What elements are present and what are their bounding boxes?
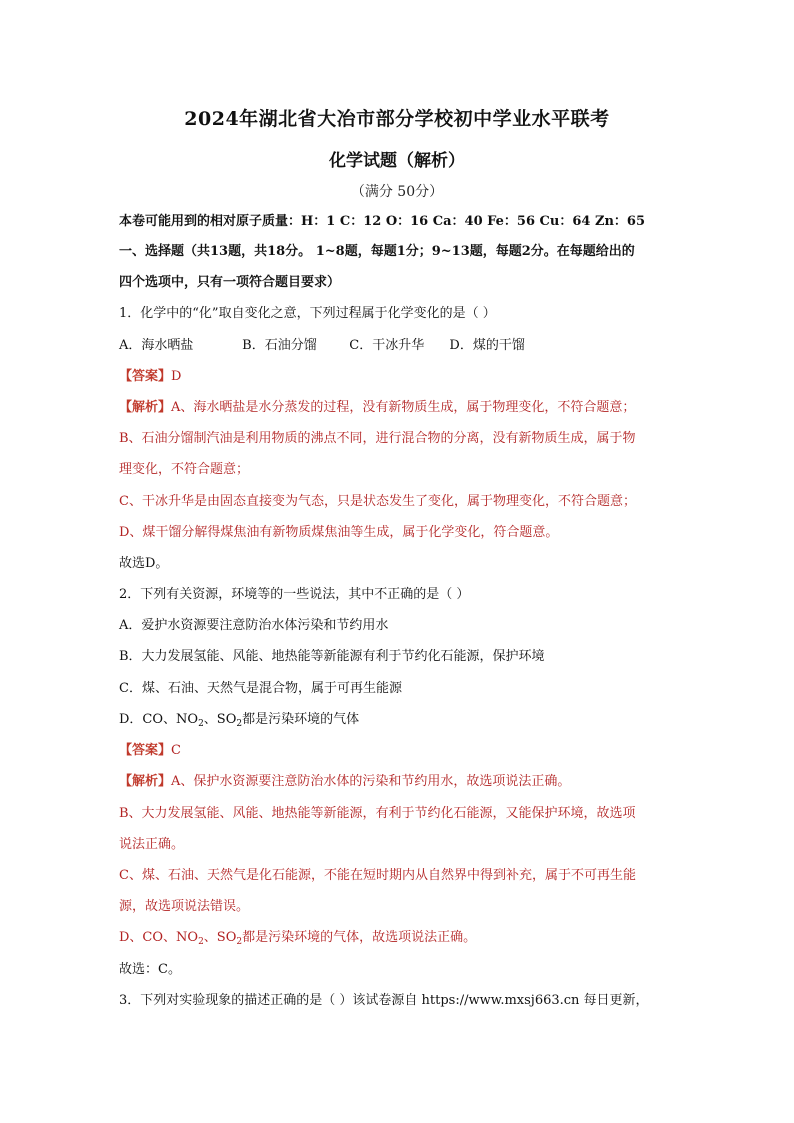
question-2-option-c: C．煤、石油、天然气是混合物，属于可再生能源 [119, 681, 402, 696]
subscript: 2 [198, 719, 204, 729]
subscript: 2 [236, 937, 243, 947]
question-2-answer [119, 742, 181, 760]
analysis-text: 都是污染环境的气体，故选项说法正确。 [242, 930, 477, 945]
option-b: B．石油分馏 [242, 338, 317, 353]
analysis-text: D、CO、NO [119, 930, 199, 945]
question-2-option-d [119, 711, 359, 733]
answer-value: C [171, 743, 181, 758]
analysis-tag: 【解析】 [119, 400, 172, 415]
question-1-analysis-2: B、石油分馏制汽油是利用物质的沸点不同，进行混合物的分离，没有新物质生成，属于物 [119, 431, 636, 446]
subscript: 2 [236, 719, 243, 729]
question-2-analysis-5: 源，故选项说法错误。 [119, 899, 250, 914]
question-1-analysis-4: C、干冰升华是由固态直接变为气态，只是状态发生了变化，属于物理变化，不符合题意； [119, 494, 636, 509]
question-1-answer [119, 368, 181, 386]
page-title: 2024年湖北省大冶市部分学校初中学业水平联考 [184, 108, 610, 130]
question-2-conclusion: 故选：C。 [119, 962, 181, 977]
page-subtitle: 化学试题（解析） [329, 151, 465, 171]
question-1-analysis-3: 理变化，不符合题意； [119, 462, 250, 477]
atomic-mass-line: 本卷可能用到的相对原子质量：H：1 C：12 O：16 Ca：40 Fe：56 Cu：64 Zn：65 [119, 214, 645, 229]
answer-tag: 【答案】 [119, 369, 172, 384]
question-1-options [119, 337, 525, 355]
question-2-option-b: B．大力发展氢能、风能、地热能等新能源有利于节约化石能源，保护环境 [119, 649, 545, 664]
answer-value: D [171, 369, 182, 384]
analysis-tag: 【解析】 [119, 774, 172, 789]
option-a: A．海水晒盐 [119, 338, 194, 353]
option-d: D．煤的干馏 [449, 338, 525, 353]
section-heading-line-2: 四个选项中，只有一项符合题目要求） [119, 275, 341, 290]
subscript: 2 [198, 937, 204, 947]
question-2-analysis-1 [119, 773, 570, 791]
question-3-stem: 3．下列对实验现象的描述正确的是（ ）该试卷源自 https://www.mxsj663.cn 每日更新， [119, 993, 649, 1008]
question-2-analysis-6 [119, 929, 476, 951]
option-d-text: 都是污染环境的气体 [242, 712, 360, 727]
option-d-text: 、SO [203, 712, 237, 727]
answer-tag: 【答案】 [119, 743, 172, 758]
analysis-text: 、SO [203, 930, 237, 945]
full-score-note: （满分 50分） [350, 184, 444, 200]
section-heading-line-1: 一、选择题（共13题，共18分。 1~8题，每题1分；9~13题，每题2分。在每题给出的 [119, 244, 635, 259]
question-1-analysis-5: D、煤干馏分解得煤焦油有新物质煤焦油等生成，属于化学变化，符合题意。 [119, 525, 559, 540]
question-2-analysis-4: C、煤、石油、天然气是化石能源，不能在短时期内从自然界中得到补充，属于不可再生能 [119, 868, 636, 883]
question-1-stem: 1．化学中的“化”取自变化之意，下列过程属于化学变化的是（ ） [119, 306, 496, 321]
question-2-stem: 2．下列有关资源，环境等的一些说法，其中不正确的是（ ） [119, 587, 470, 602]
question-2-option-a: A．爱护水资源要注意防治水体污染和节约用水 [119, 618, 389, 633]
question-1-analysis-1 [119, 399, 635, 417]
option-c: C．干冰升华 [349, 338, 425, 353]
analysis-text: A、保护水资源要注意防治水体的污染和节约用水，故选项说法正确。 [171, 774, 571, 789]
option-d-text: D．CO、NO [119, 712, 199, 727]
question-1-conclusion: 故选D。 [119, 556, 169, 571]
analysis-text: A、海水晒盐是水分蒸发的过程，没有新物质生成，属于物理变化，不符合题意； [171, 400, 636, 415]
question-2-analysis-2: B、大力发展氢能、风能、地热能等新能源，有利于节约化石能源，又能保护环境，故选项 [119, 806, 636, 821]
question-2-analysis-3: 说法正确。 [119, 837, 185, 852]
